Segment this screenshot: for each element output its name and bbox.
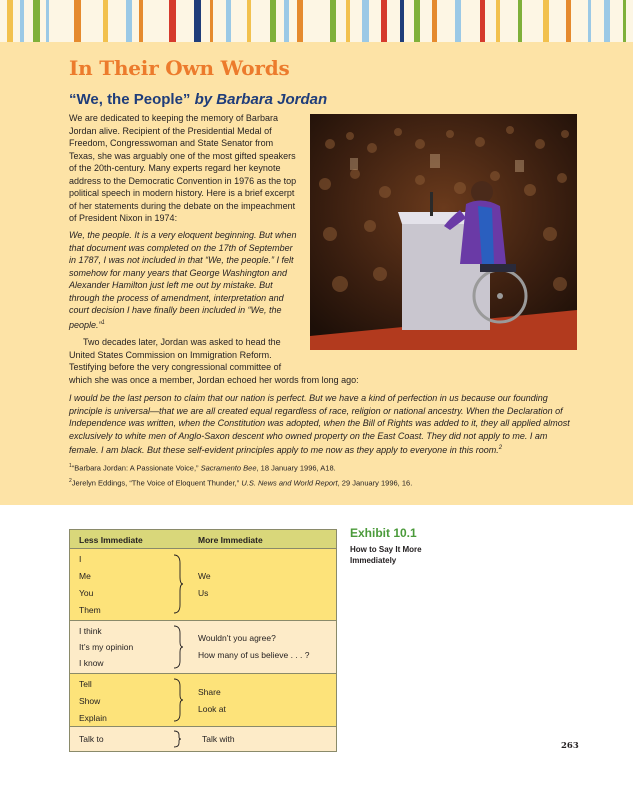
less-item: I know xyxy=(79,658,104,668)
stripe xyxy=(284,0,289,42)
stripe xyxy=(194,0,201,42)
stripe xyxy=(7,0,13,42)
less-item: It’s my opinion xyxy=(79,642,134,652)
title-author: by Barbara Jordan xyxy=(194,91,328,108)
stripe xyxy=(400,0,404,42)
stripe xyxy=(103,0,108,42)
stripe xyxy=(226,0,231,42)
immigration-quote xyxy=(69,392,579,457)
immigration-quote-text: I would be the last person to claim that our nation is perfect. But we have a kind of perfection in us because our founding principle is universal—that we are all created equal regardless of race, religion or national ancestry. When the Declaration of Independence was written, when the Constitution was adopted, when the Bill of Rights was added to it, they all applied almost exclusively to white men of Anglo-Saxon descent who owned property on the East Coast. They did not apply to me. I am female. I am black. But these self-evident principles apply to me now as they apply to everyone in this room. xyxy=(69,393,570,455)
stripe xyxy=(210,0,213,42)
col-header-less: Less Immediate xyxy=(79,535,143,545)
stripe xyxy=(604,0,610,42)
exhibit-title: Exhibit 10.1 xyxy=(350,526,417,540)
section-heading: In Their Own Words xyxy=(69,56,290,80)
barbara-jordan-photo xyxy=(310,114,577,350)
less-item: I think xyxy=(79,626,102,636)
stripe xyxy=(33,0,40,42)
brace-icon xyxy=(172,624,184,670)
less-item: Explain xyxy=(79,713,107,723)
stripe xyxy=(126,0,132,42)
stripe xyxy=(518,0,522,42)
more-item: Us xyxy=(198,588,209,598)
stripe xyxy=(169,0,176,42)
table-row xyxy=(70,674,336,727)
stripe xyxy=(480,0,485,42)
less-item: Tell xyxy=(79,679,92,689)
decorative-color-stripes xyxy=(0,0,633,42)
less-item: I xyxy=(79,554,82,564)
stripe xyxy=(381,0,387,42)
table-header xyxy=(70,530,336,549)
later-line: which she was once a member, Jordan echoed her words from long ago: xyxy=(69,374,359,385)
stripe xyxy=(588,0,591,42)
later-line: Testifying before the very congressional committee of xyxy=(69,362,282,372)
stripe xyxy=(432,0,437,42)
table-row xyxy=(70,621,336,674)
less-item: Me xyxy=(79,571,91,581)
stripe xyxy=(346,0,350,42)
footnote-2: $^2$Jerelyn Eddings, “The Voice of Eloquent Thunder,” U.S. News and World Report, 29 January 1996, 16. xyxy=(69,477,413,487)
stripe xyxy=(414,0,420,42)
stripe xyxy=(330,0,336,42)
stripe xyxy=(46,0,49,42)
article-title xyxy=(69,91,327,108)
brace-icon xyxy=(172,730,182,748)
footnote-ref-2: 2 xyxy=(498,445,503,451)
stripe xyxy=(362,0,369,42)
footnote-1: $^1$“Barbara Jordan: A Passionate Voice,” Sacramento Bee, 18 January 1996, A18. xyxy=(69,463,336,473)
later-paragraph xyxy=(69,336,569,386)
stripe xyxy=(455,0,461,42)
table-row xyxy=(70,549,336,621)
later-line: United States Commission on Immigration Reform. xyxy=(69,349,272,360)
stripe xyxy=(139,0,143,42)
stripe xyxy=(543,0,549,42)
exhibit-caption: How to Say It More Immediately xyxy=(350,545,422,565)
brace-icon xyxy=(172,677,184,723)
stripe xyxy=(566,0,571,42)
stripe xyxy=(74,0,81,42)
stripe xyxy=(623,0,626,42)
less-item: Talk to xyxy=(79,734,104,744)
more-item: We xyxy=(198,571,211,581)
more-item: How many of us believe . . . ? xyxy=(198,650,310,660)
stripe xyxy=(496,0,500,42)
brace-icon xyxy=(172,553,184,615)
more-item: Talk with xyxy=(202,734,235,744)
intro-paragraph: We are dedicated to keeping the memory of Barbara Jordan alive. Recipient of the Presidential Medal of Freedom, Congresswoman and State Senator from Texas, she was arguably one of the most gifted speakers of the 20th-century. Many experts regard her keynote address to the Democratic Convention in 1976 as the top political speech in modern history. Here is a brief excerpt of her statements during the debate on the impeachment of President Nixon in 1974: xyxy=(69,113,297,223)
page-number: 263 xyxy=(561,741,579,751)
table-row xyxy=(70,727,336,751)
stripe xyxy=(20,0,24,42)
later-line: Two decades later, Jordan was asked to head the xyxy=(83,337,281,347)
more-item: Share xyxy=(198,687,221,697)
more-item: Wouldn’t you agree? xyxy=(198,633,276,643)
impeachment-quote-text: We, the people. It is a very eloquent beginning. But when that document was completed on the 17th of September in 1787, I was not included in that “We, the people.” I felt somehow for many years that George Washington and Alexander Hamilton just left me out by mistake. But through the process of amendment, interpretation and court decision I have finally been included in “We, the people.” xyxy=(69,230,297,330)
less-item: Them xyxy=(79,605,101,615)
title-quote: “We, the People” xyxy=(69,91,191,108)
less-item: You xyxy=(79,588,94,598)
less-item: Show xyxy=(79,696,101,706)
impeachment-quote xyxy=(69,229,301,331)
stripe xyxy=(297,0,303,42)
col-header-more: More Immediate xyxy=(198,535,263,545)
exhibit-table xyxy=(69,529,337,752)
more-item: Look at xyxy=(198,704,226,714)
footnotes xyxy=(69,460,579,489)
footnote-ref-1: 1 xyxy=(101,319,105,326)
stripe xyxy=(270,0,276,42)
stripe xyxy=(247,0,251,42)
